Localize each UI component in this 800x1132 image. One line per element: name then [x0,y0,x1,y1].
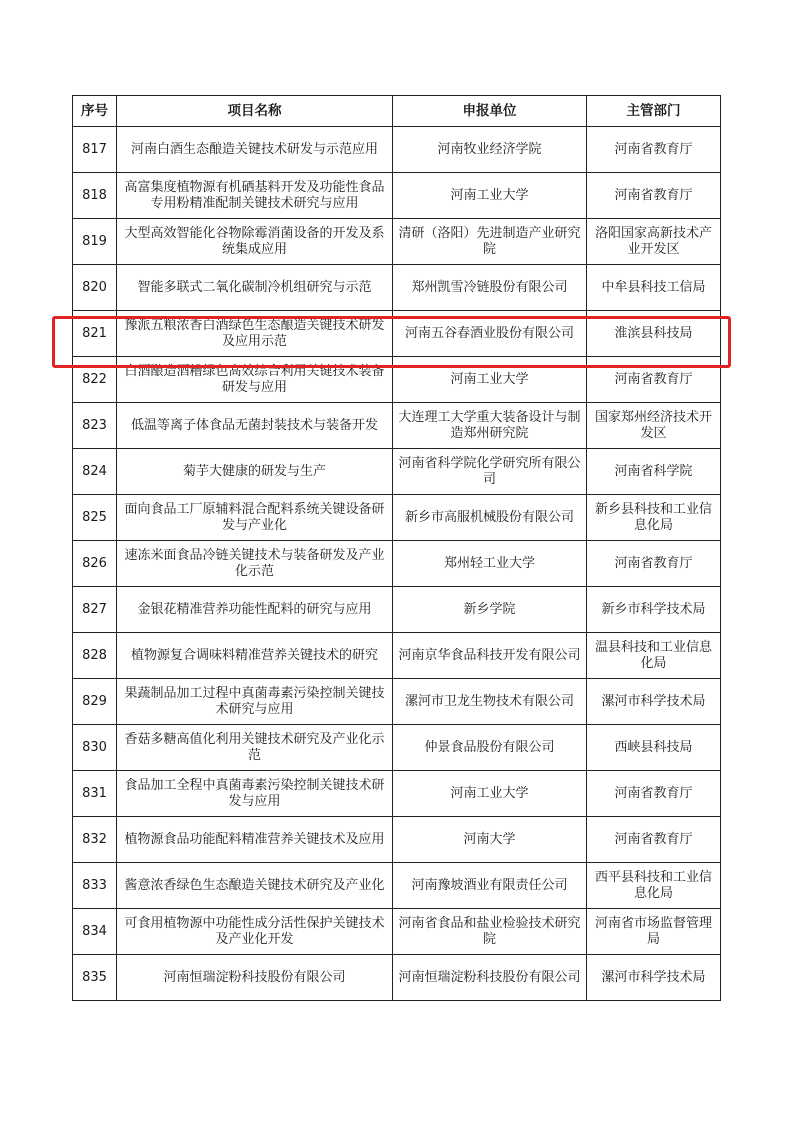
table-header-row [73,96,721,127]
supervising-dept-cell: 淮滨县科技局 [587,311,721,357]
table-row [73,725,721,771]
supervising-dept-cell: 中牟县科技工信局 [587,265,721,311]
project-name-cell: 高富集度植物源有机硒基料开发及功能性食品专用粉精准配制关键技术研究与应用 [117,173,393,219]
table-row [73,173,721,219]
applicant-unit-cell: 河南工业大学 [393,173,587,219]
table-row [73,679,721,725]
supervising-dept-cell: 新乡市科学技术局 [587,587,721,633]
applicant-unit-cell: 郑州轻工业大学 [393,541,587,587]
row-number-cell: 826 [73,541,117,587]
applicant-unit-cell: 河南工业大学 [393,771,587,817]
project-name-cell: 白酒酿造酒糟绿色高效综合利用关键技术装备研发与应用 [117,357,393,403]
table-row [73,403,721,449]
table-row [73,219,721,265]
supervising-dept-cell: 洛阳国家高新技术产业开发区 [587,219,721,265]
applicant-unit-cell: 河南工业大学 [393,357,587,403]
table-row [73,909,721,955]
project-name-cell: 植物源复合调味料精准营养关键技术的研究 [117,633,393,679]
row-number-cell: 834 [73,909,117,955]
supervising-dept-cell: 河南省教育厅 [587,541,721,587]
project-name-cell: 植物源食品功能配料精准营养关键技术及应用 [117,817,393,863]
row-number-cell: 817 [73,127,117,173]
project-name-cell: 面向食品工厂原辅料混合配料系统关键设备研发与产业化 [117,495,393,541]
supervising-dept-cell: 新乡县科技和工业信息化局 [587,495,721,541]
project-name-cell: 香菇多糖高值化利用关键技术研究及产业化示范 [117,725,393,771]
header-supervising-dept: 主管部门 [587,96,721,127]
row-number-cell: 835 [73,955,117,1001]
applicant-unit-cell: 河南豫坡酒业有限责任公司 [393,863,587,909]
applicant-unit-cell: 河南牧业经济学院 [393,127,587,173]
project-name-cell: 智能多联式二氧化碳制冷机组研究与示范 [117,265,393,311]
row-number-cell: 833 [73,863,117,909]
supervising-dept-cell: 河南省市场监督管理局 [587,909,721,955]
project-name-cell: 速冻米面食品冷链关键技术与装备研发及产业化示范 [117,541,393,587]
project-name-cell: 果蔬制品加工过程中真菌毒素污染控制关键技术研究与应用 [117,679,393,725]
table-row [73,955,721,1001]
row-number-cell: 823 [73,403,117,449]
row-number-cell: 820 [73,265,117,311]
applicant-unit-cell: 河南省科学院化学研究所有限公司 [393,449,587,495]
project-name-cell: 酱意浓香绿色生态酿造关键技术研究及产业化 [117,863,393,909]
applicant-unit-cell: 河南京华食品科技开发有限公司 [393,633,587,679]
applicant-unit-cell: 河南大学 [393,817,587,863]
row-number-cell: 824 [73,449,117,495]
supervising-dept-cell: 西平县科技和工业信息化局 [587,863,721,909]
table-row [73,265,721,311]
supervising-dept-cell: 河南省科学院 [587,449,721,495]
table-row [73,587,721,633]
supervising-dept-cell: 河南省教育厅 [587,173,721,219]
applicant-unit-cell: 河南恒瑞淀粉科技股份有限公司 [393,955,587,1001]
table-row [73,817,721,863]
row-number-cell: 818 [73,173,117,219]
table-row [73,127,721,173]
project-table [72,95,721,1001]
supervising-dept-cell: 漯河市科学技术局 [587,955,721,1001]
supervising-dept-cell: 温县科技和工业信息化局 [587,633,721,679]
header-number: 序号 [73,96,117,127]
project-name-cell: 可食用植物源中功能性成分活性保护关键技术及产业化开发 [117,909,393,955]
header-applicant-unit: 申报单位 [393,96,587,127]
project-name-cell: 豫派五粮浓香白酒绿色生态酿造关键技术研发及应用示范 [117,311,393,357]
row-number-cell: 819 [73,219,117,265]
supervising-dept-cell: 漯河市科学技术局 [587,679,721,725]
table-row [73,863,721,909]
applicant-unit-cell: 漯河市卫龙生物技术有限公司 [393,679,587,725]
table-row [73,541,721,587]
project-name-cell: 菊芋大健康的研发与生产 [117,449,393,495]
supervising-dept-cell: 河南省教育厅 [587,817,721,863]
table-row [73,449,721,495]
row-number-cell: 830 [73,725,117,771]
supervising-dept-cell: 河南省教育厅 [587,357,721,403]
row-number-cell: 822 [73,357,117,403]
supervising-dept-cell: 西峡县科技局 [587,725,721,771]
row-number-cell: 831 [73,771,117,817]
supervising-dept-cell: 河南省教育厅 [587,771,721,817]
table-row [73,633,721,679]
project-name-cell: 河南白酒生态酿造关键技术研发与示范应用 [117,127,393,173]
row-number-cell: 832 [73,817,117,863]
applicant-unit-cell: 郑州凯雪冷链股份有限公司 [393,265,587,311]
applicant-unit-cell: 新乡市高服机械股份有限公司 [393,495,587,541]
table-row [73,495,721,541]
applicant-unit-cell: 河南五谷春酒业股份有限公司 [393,311,587,357]
table-row [73,357,721,403]
project-name-cell: 大型高效智能化谷物除霉消菌设备的开发及系统集成应用 [117,219,393,265]
row-number-cell: 825 [73,495,117,541]
project-name-cell: 河南恒瑞淀粉科技股份有限公司 [117,955,393,1001]
project-name-cell: 金银花精准营养功能性配料的研究与应用 [117,587,393,633]
table-row [73,311,721,357]
row-number-cell: 829 [73,679,117,725]
applicant-unit-cell: 大连理工大学重大装备设计与制造郑州研究院 [393,403,587,449]
table-row [73,771,721,817]
applicant-unit-cell: 清研（洛阳）先进制造产业研究院 [393,219,587,265]
table-body [73,127,721,1001]
header-project-name: 项目名称 [117,96,393,127]
supervising-dept-cell: 河南省教育厅 [587,127,721,173]
row-number-cell: 828 [73,633,117,679]
project-name-cell: 食品加工全程中真菌毒素污染控制关键技术研发与应用 [117,771,393,817]
project-name-cell: 低温等离子体食品无菌封装技术与装备开发 [117,403,393,449]
row-number-cell: 821 [73,311,117,357]
applicant-unit-cell: 新乡学院 [393,587,587,633]
supervising-dept-cell: 国家郑州经济技术开发区 [587,403,721,449]
row-number-cell: 827 [73,587,117,633]
applicant-unit-cell: 仲景食品股份有限公司 [393,725,587,771]
applicant-unit-cell: 河南省食品和盐业检验技术研究院 [393,909,587,955]
